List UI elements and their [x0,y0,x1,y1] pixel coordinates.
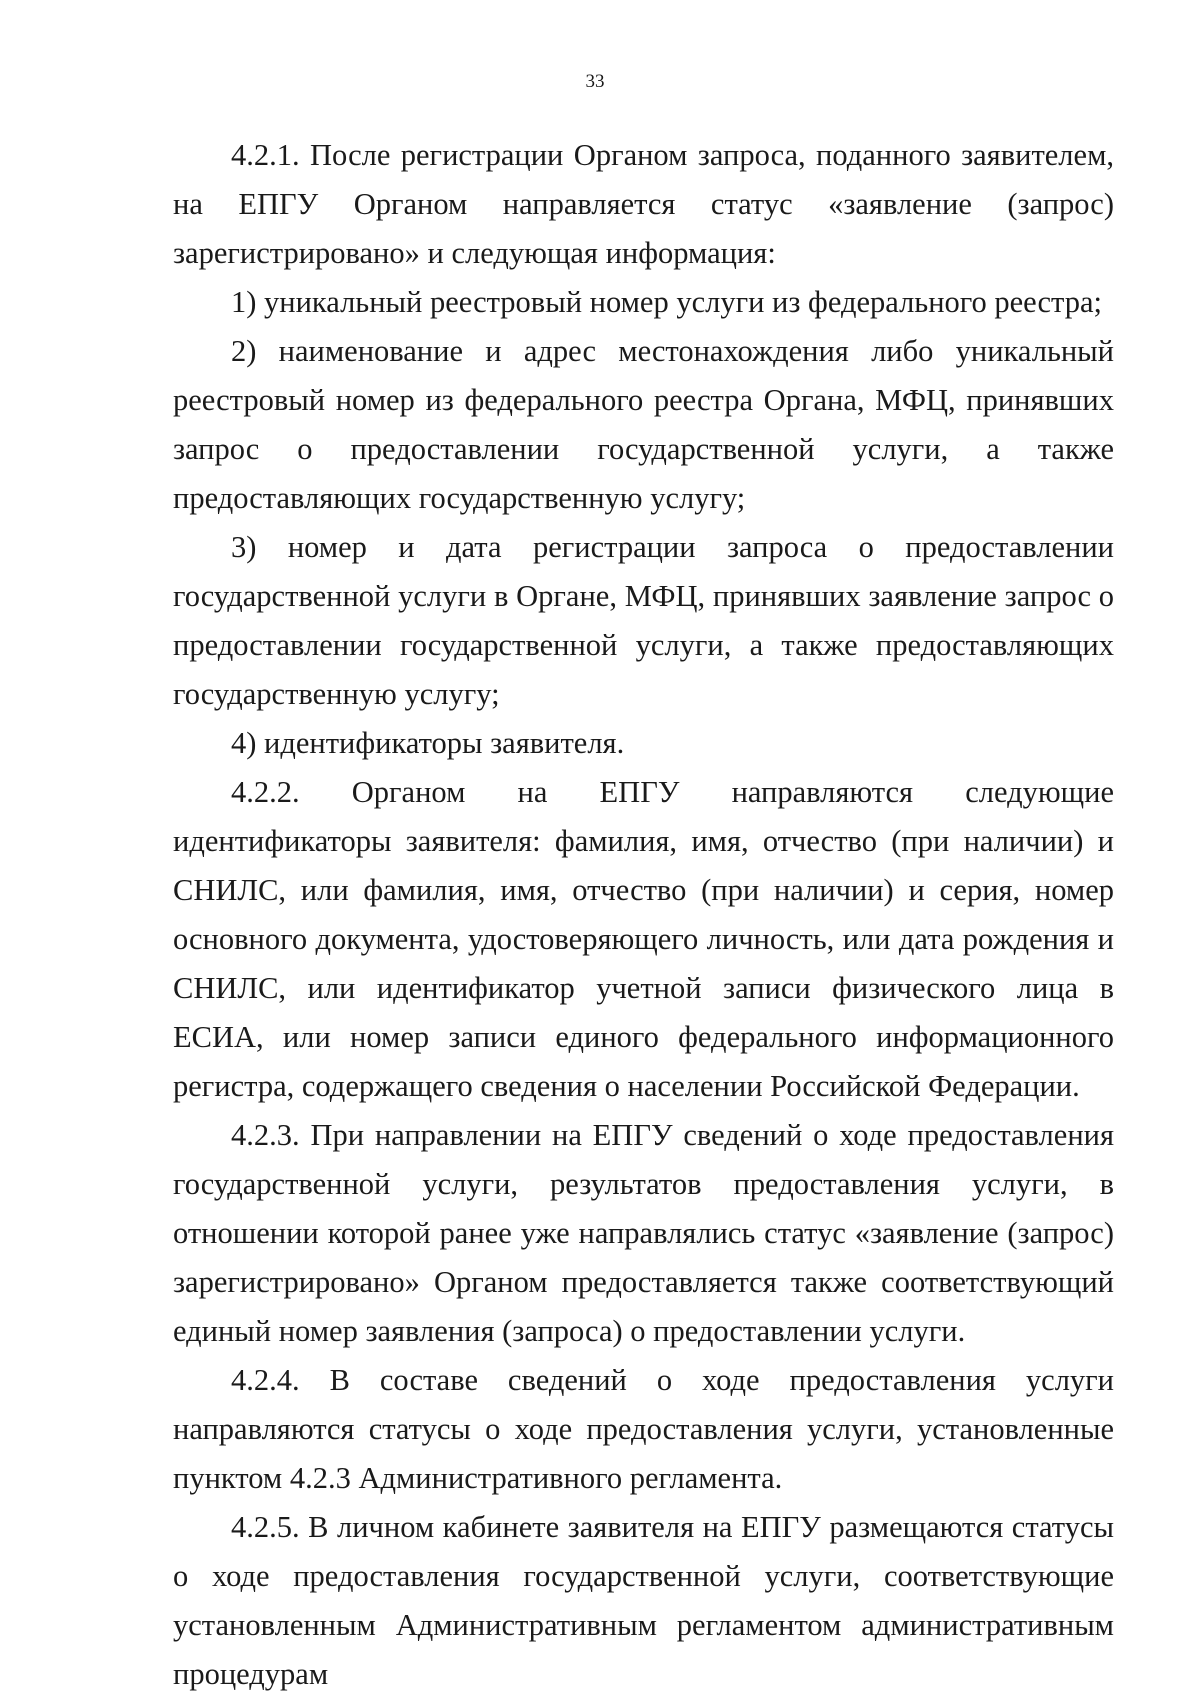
paragraph-4-2-3: 4.2.3. При направлении на ЕПГУ сведений о ходе предоставления государственной услуги, результатов предоставления услуги, в отношении которой ранее уже направлялись статус «заявление (запрос) зарегистрировано» Органом предоставляется также соответствующий единый номер заявления (запроса) о предоставлении услуги. [173,1118,1114,1348]
document-body [173,131,1114,1699]
list-item-3: 3) номер и дата регистрации запроса о предоставлении государственной услуги в Органе, МФЦ, принявших заявление запрос о предоставлении государственной услуги, а также предоставляющих государственную услугу; [173,530,1114,711]
list-item-1: 1) уникальный реестровый номер услуги из федерального реестра; [231,285,1102,319]
list-item-2: 2) наименование и адрес местонахождения либо уникальный реестровый номер из федерального реестра Органа, МФЦ, принявших запрос о предоставлении государственной услуги, а также предоставляющих государственную услугу; [173,334,1114,515]
paragraph-4-2-2: 4.2.2. Органом на ЕПГУ направляются следующие идентификаторы заявителя: фамилия, имя, отчество (при наличии) и СНИЛС, или фамилия, имя, отчество (при наличии) и серия, номер основного документа, удостоверяющего личность, или дата рождения и СНИЛС, или идентификатор учетной записи физического лица в ЕСИА, или номер записи единого федерального информационного регистра, содержащего сведения о населении Российской Федерации. [173,775,1114,1103]
page-number: 33 [585,71,605,92]
paragraph-4-2-5: 4.2.5. В личном кабинете заявителя на ЕПГУ размещаются статусы о ходе предоставления государственной услуги, соответствующие установленным Административным регламентом административным процедурам [173,1510,1114,1691]
paragraph-4-2-1: 4.2.1. После регистрации Органом запроса, поданного заявителем, на ЕПГУ Органом направляется статус «заявление (запрос) зарегистрировано» и следующая информация: [173,138,1114,270]
list-item-4: 4) идентификаторы заявителя. [231,726,625,760]
paragraph-4-2-4: 4.2.4. В составе сведений о ходе предоставления услуги направляются статусы о ходе предоставления услуги, установленные пунктом 4.2.3 Административного регламента. [173,1363,1114,1495]
